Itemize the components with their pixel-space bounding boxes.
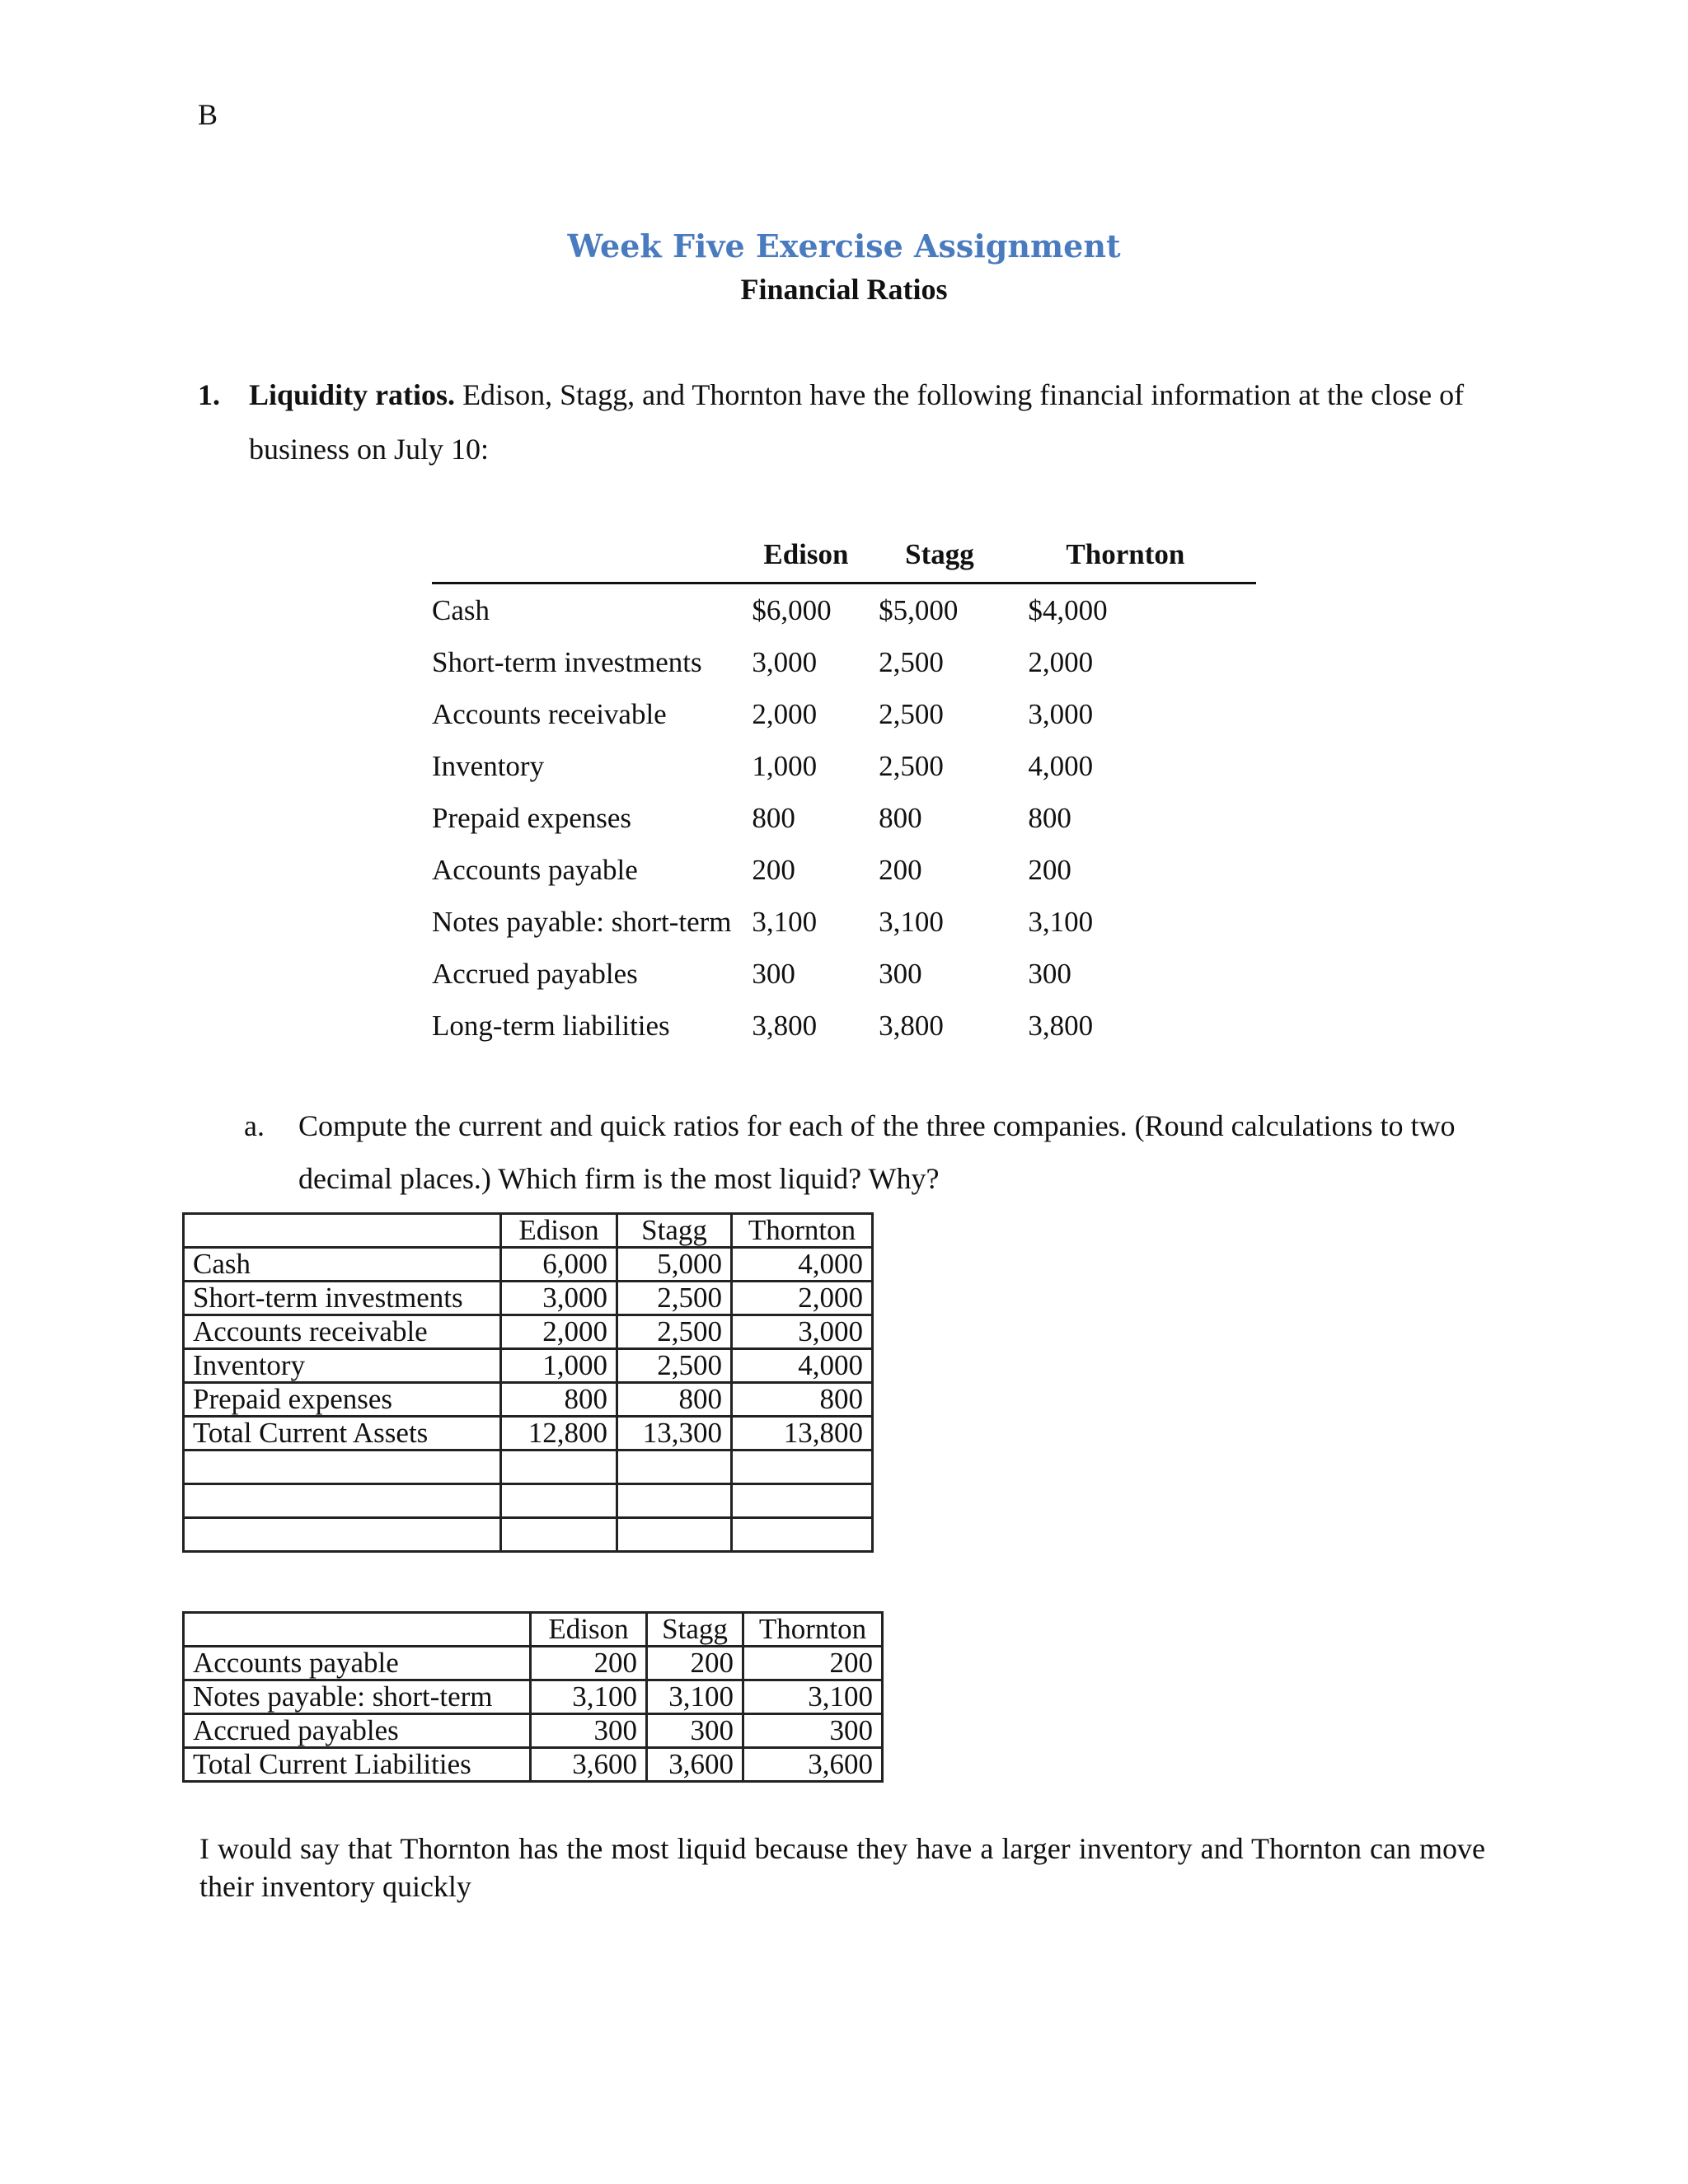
current-assets-table: [182, 1212, 874, 1553]
table-row: [184, 1647, 883, 1680]
cell-edison: 200: [752, 853, 795, 886]
cell-thornton: 3,000: [732, 1315, 873, 1349]
question-a: [244, 1099, 1497, 1205]
table-row: [432, 740, 1256, 792]
table-row: [432, 583, 1256, 637]
cell-edison: 3,800: [752, 1009, 818, 1042]
cell-edison: 800: [501, 1383, 617, 1417]
cell-thornton: 3,100: [743, 1680, 883, 1714]
row-label: Accrued payables: [432, 957, 638, 990]
row-label: [184, 1518, 501, 1552]
cell-thornton: 2,000: [732, 1282, 873, 1315]
cell-edison: [501, 1451, 617, 1484]
header-letter: B: [198, 98, 218, 131]
cell-thornton: 4,000: [732, 1349, 873, 1383]
cell-edison: $6,000: [752, 593, 832, 626]
cell-thornton: [732, 1451, 873, 1484]
cell-edison: 2,000: [501, 1315, 617, 1349]
cell-stagg: 3,600: [647, 1748, 743, 1782]
cell-edison: 1,000: [752, 749, 818, 782]
cell-edison: [501, 1484, 617, 1518]
cell-edison: 3,100: [531, 1680, 647, 1714]
question-number: 1.: [198, 378, 220, 411]
cell-stagg: $5,000: [879, 593, 959, 626]
cell-thornton: 4,000: [1028, 749, 1094, 782]
header-stagg: Stagg: [879, 527, 1028, 583]
table-row: [184, 1518, 873, 1552]
row-label: Accounts payable: [184, 1647, 531, 1680]
cell-edison: [501, 1518, 617, 1552]
row-label: Inventory: [432, 749, 545, 782]
cell-thornton: 200: [1028, 853, 1071, 886]
row-label: Total Current Liabilities: [184, 1748, 531, 1782]
row-label: Prepaid expenses: [184, 1383, 501, 1417]
row-label: Accrued payables: [184, 1714, 531, 1748]
header-edison: Edison: [531, 1613, 647, 1647]
cell-thornton: [732, 1518, 873, 1552]
question-text: Edison, Stagg, and Thornton have the following financial information at the close of business on July 10:: [249, 378, 1465, 466]
document-subtitle: Financial Ratios: [740, 273, 948, 306]
cell-thornton: 4,000: [732, 1248, 873, 1282]
table-header-row: [184, 1613, 883, 1647]
cell-stagg: 800: [879, 801, 922, 834]
header-blank: [184, 1613, 531, 1647]
cell-thornton: 3,600: [743, 1748, 883, 1782]
table-row: [432, 636, 1256, 688]
table-row: [184, 1714, 883, 1748]
row-label: Accounts payable: [432, 853, 638, 886]
cell-edison: 300: [531, 1714, 647, 1748]
table-row: [432, 688, 1256, 740]
cell-edison: 3,000: [752, 645, 818, 678]
header-edison: Edison: [752, 527, 879, 583]
row-label: [184, 1484, 501, 1518]
table-row: [184, 1417, 873, 1451]
cell-edison: 3,600: [531, 1748, 647, 1782]
row-label: Long-term liabilities: [432, 1009, 670, 1042]
cell-thornton: $4,000: [1028, 593, 1108, 626]
cell-stagg: 5,000: [617, 1248, 732, 1282]
table-row: [184, 1315, 873, 1349]
cell-thornton: 3,000: [1028, 697, 1094, 730]
cell-thornton: 800: [1028, 801, 1071, 834]
cell-stagg: 3,800: [879, 1009, 944, 1042]
cell-thornton: [732, 1484, 873, 1518]
row-label: Prepaid expenses: [432, 801, 632, 834]
table-header-row: [432, 527, 1256, 583]
cell-edison: 12,800: [501, 1417, 617, 1451]
answer-text: I would say that Thornton has the most liquid because they have a larger inventory and Thornton can move their inventory quickly: [199, 1832, 1485, 1903]
row-label: Cash: [184, 1248, 501, 1282]
cell-stagg: 2,500: [879, 697, 944, 730]
cell-thornton: 800: [732, 1383, 873, 1417]
cell-edison: 1,000: [501, 1349, 617, 1383]
cell-stagg: 200: [647, 1647, 743, 1680]
row-label: Cash: [432, 593, 490, 626]
row-label: Total Current Assets: [184, 1417, 501, 1451]
cell-stagg: 2,500: [617, 1315, 732, 1349]
row-label: Accounts receivable: [184, 1315, 501, 1349]
header-stagg: Stagg: [617, 1214, 732, 1248]
row-label: Short-term investments: [184, 1282, 501, 1315]
cell-stagg: 3,100: [647, 1680, 743, 1714]
table-row: [432, 844, 1256, 896]
cell-edison: 800: [752, 801, 795, 834]
header-thornton: Thornton: [1028, 527, 1256, 583]
cell-stagg: 3,100: [879, 905, 944, 938]
cell-thornton: 3,800: [1028, 1009, 1094, 1042]
header-stagg: Stagg: [647, 1613, 743, 1647]
table-row: [184, 1349, 873, 1383]
table-row: [432, 948, 1256, 1000]
cell-edison: 6,000: [501, 1248, 617, 1282]
header-blank: [184, 1214, 501, 1248]
cell-thornton: 200: [743, 1647, 883, 1680]
row-label: Short-term investments: [432, 645, 702, 678]
table-row: [184, 1451, 873, 1484]
cell-edison: 2,000: [752, 697, 818, 730]
question-a-marker: a.: [244, 1109, 265, 1142]
question-a-text: Compute the current and quick ratios for each of the three companies. (Round calculations to two decimal places.) Which firm is the most liquid? Why?: [298, 1109, 1456, 1195]
cell-stagg: 13,300: [617, 1417, 732, 1451]
table-row: [184, 1748, 883, 1782]
header-thornton: Thornton: [743, 1613, 883, 1647]
row-label: Inventory: [184, 1349, 501, 1383]
cell-stagg: [617, 1484, 732, 1518]
cell-edison: 300: [752, 957, 795, 990]
cell-stagg: 200: [879, 853, 922, 886]
current-liabilities-table: [182, 1611, 884, 1783]
table-row: [432, 1000, 1256, 1052]
cell-edison: 200: [531, 1647, 647, 1680]
header-thornton: Thornton: [732, 1214, 873, 1248]
cell-edison: 3,100: [752, 905, 818, 938]
table-row: [184, 1680, 883, 1714]
table-row: [184, 1484, 873, 1518]
question-1: [198, 368, 1484, 476]
cell-stagg: 300: [879, 957, 922, 990]
table-header-row: [184, 1214, 873, 1248]
row-label: Accounts receivable: [432, 697, 667, 730]
cell-thornton: 300: [1028, 957, 1071, 990]
cell-stagg: 2,500: [617, 1282, 732, 1315]
header-edison: Edison: [501, 1214, 617, 1248]
document-title: Week Five Exercise Assignment: [567, 227, 1121, 265]
cell-edison: 3,000: [501, 1282, 617, 1315]
row-label: Notes payable: short-term: [432, 905, 732, 938]
cell-thornton: 300: [743, 1714, 883, 1748]
cell-thornton: 3,100: [1028, 905, 1094, 938]
table-row: [184, 1282, 873, 1315]
row-label: [184, 1451, 501, 1484]
cell-stagg: 2,500: [879, 645, 944, 678]
cell-stagg: [617, 1518, 732, 1552]
cell-stagg: 300: [647, 1714, 743, 1748]
cell-stagg: 800: [617, 1383, 732, 1417]
row-label: Notes payable: short-term: [184, 1680, 531, 1714]
cell-stagg: 2,500: [617, 1349, 732, 1383]
cell-stagg: 2,500: [879, 749, 944, 782]
table-row: [432, 792, 1256, 844]
table-row: [432, 896, 1256, 948]
table-row: [184, 1383, 873, 1417]
financial-info-body: [432, 583, 1256, 1052]
table-row: [184, 1248, 873, 1282]
header-blank: [432, 527, 752, 583]
question-lead: Liquidity ratios.: [249, 378, 456, 411]
financial-info-table: [432, 527, 1256, 1052]
cell-thornton: 13,800: [732, 1417, 873, 1451]
cell-stagg: [617, 1451, 732, 1484]
cell-thornton: 2,000: [1028, 645, 1094, 678]
